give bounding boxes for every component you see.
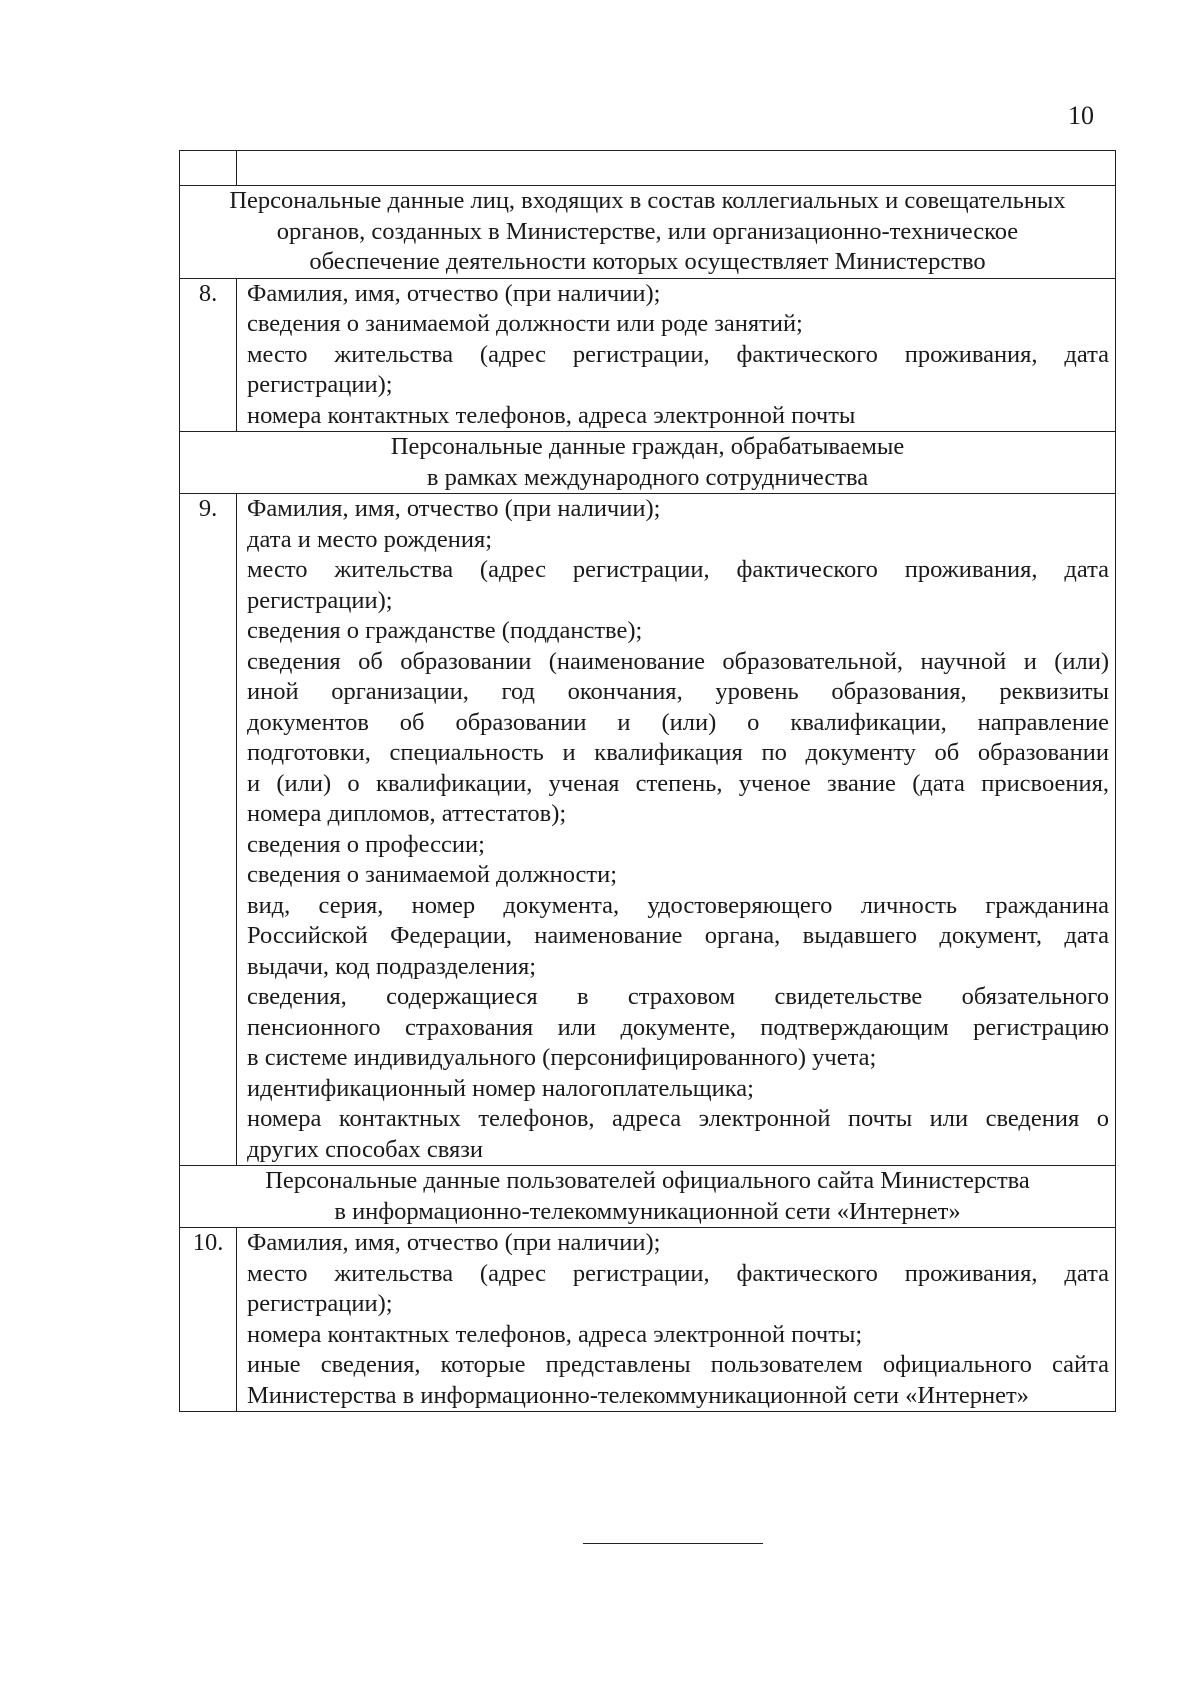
content-line: иные сведения, которые представлены пользователем официального сайта bbox=[247, 1351, 1109, 1378]
section-heading-line: Персональные данные пользователей официального сайта Министерства bbox=[265, 1167, 1030, 1194]
content-line: регистрации); bbox=[247, 1290, 393, 1317]
content-line: номера дипломов, аттестатов); bbox=[247, 800, 567, 827]
table-row bbox=[180, 278, 1116, 432]
page-number: 10 bbox=[1068, 101, 1094, 130]
header-cell-content bbox=[237, 151, 1116, 186]
content-line: в системе индивидуального (персонифицированного) учета; bbox=[247, 1044, 877, 1071]
content-line: вид, серия, номер документа, удостоверяющего личность гражданина bbox=[247, 891, 1109, 919]
row-content bbox=[237, 278, 1116, 432]
content-line: и (или) о квалификации, ученая степень, ученое звание (дата присвоения, bbox=[247, 769, 1109, 797]
content-line: подготовки, специальность и квалификация по документу об образовании bbox=[247, 739, 1109, 766]
content-line: пенсионного страхования или документе, подтверждающим регистрацию bbox=[247, 1013, 1109, 1041]
content-line: номера контактных телефонов, адреса электронной почты; bbox=[247, 1320, 863, 1348]
content-line: сведения о профессии; bbox=[247, 830, 485, 858]
section-heading bbox=[180, 186, 1116, 279]
end-of-document-rule bbox=[583, 1543, 763, 1544]
content-line: сведения о занимаемой должности или роде занятий; bbox=[247, 310, 803, 337]
section-heading bbox=[180, 432, 1116, 494]
row-number: 10. bbox=[180, 1228, 237, 1412]
content-line: сведения о гражданстве (подданстве); bbox=[247, 617, 643, 644]
content-line: место жительства (адрес регистрации, фактического проживания, дата bbox=[247, 556, 1109, 583]
section-heading-line: органов, созданных в Министерстве, или организационно-техническое bbox=[276, 217, 1019, 245]
section-heading-line: обеспечение деятельности которых осуществляет Министерство bbox=[309, 248, 986, 275]
section-heading-row bbox=[180, 186, 1116, 279]
section-heading-line: в информационно-телекоммуникационной сети «Интернет» bbox=[334, 1197, 961, 1225]
content-line: Фамилия, имя, отчество (при наличии); bbox=[247, 279, 661, 307]
row-number: 8. bbox=[180, 278, 237, 432]
content-line: выдачи, код подразделения; bbox=[247, 952, 537, 980]
content-line: номера контактных телефонов, адреса электронной почты или сведения о bbox=[247, 1105, 1109, 1132]
section-heading-line: Персональные данные лиц, входящих в состав коллегиальных и совещательных bbox=[229, 187, 1066, 214]
row-content bbox=[237, 1228, 1116, 1412]
section-heading-line: Персональные данные граждан, обрабатываемые bbox=[390, 433, 905, 460]
section-heading-row bbox=[180, 432, 1116, 494]
content-line: номера контактных телефонов, адреса электронной почты bbox=[247, 401, 856, 429]
row-number: 9. bbox=[180, 494, 237, 1166]
header-cell-number bbox=[180, 151, 237, 186]
content-line: Фамилия, имя, отчество (при наличии); bbox=[247, 495, 661, 522]
content-line: регистрации); bbox=[247, 586, 393, 614]
content-line: документов об образовании и (или) о квалификации, направление bbox=[247, 708, 1109, 736]
content-line: дата и место рождения; bbox=[247, 525, 493, 553]
content-line: Фамилия, имя, отчество (при наличии); bbox=[247, 1229, 661, 1256]
content-line: сведения об образовании (наименование образовательной, научной и (или) bbox=[247, 647, 1109, 675]
content-line: сведения, содержащиеся в страховом свидетельстве обязательного bbox=[247, 983, 1109, 1010]
content-line: место жительства (адрес регистрации, фактического проживания, дата bbox=[247, 1259, 1109, 1287]
content-line: других способах связи bbox=[247, 1135, 484, 1163]
personal-data-table bbox=[179, 150, 1116, 1412]
section-heading bbox=[180, 1166, 1116, 1228]
content-line: Российской Федерации, наименование органа, выдавшего документ, дата bbox=[247, 922, 1109, 949]
content-line: Министерства в информационно-телекоммуникационной сети «Интернет» bbox=[247, 1381, 1029, 1409]
content-line: сведения о занимаемой должности; bbox=[247, 861, 618, 888]
table-header-row bbox=[180, 151, 1116, 186]
row-content bbox=[237, 494, 1116, 1166]
table-row bbox=[180, 1228, 1116, 1412]
table-row bbox=[180, 494, 1116, 1166]
section-heading-row bbox=[180, 1166, 1116, 1228]
section-heading-line: в рамках международного сотрудничества bbox=[426, 463, 869, 491]
content-line: регистрации); bbox=[247, 371, 393, 398]
content-line: место жительства (адрес регистрации, фактического проживания, дата bbox=[247, 340, 1109, 368]
content-line: идентификационный номер налогоплательщика; bbox=[247, 1074, 754, 1102]
content-line: иной организации, год окончания, уровень образования, реквизиты bbox=[247, 678, 1109, 705]
